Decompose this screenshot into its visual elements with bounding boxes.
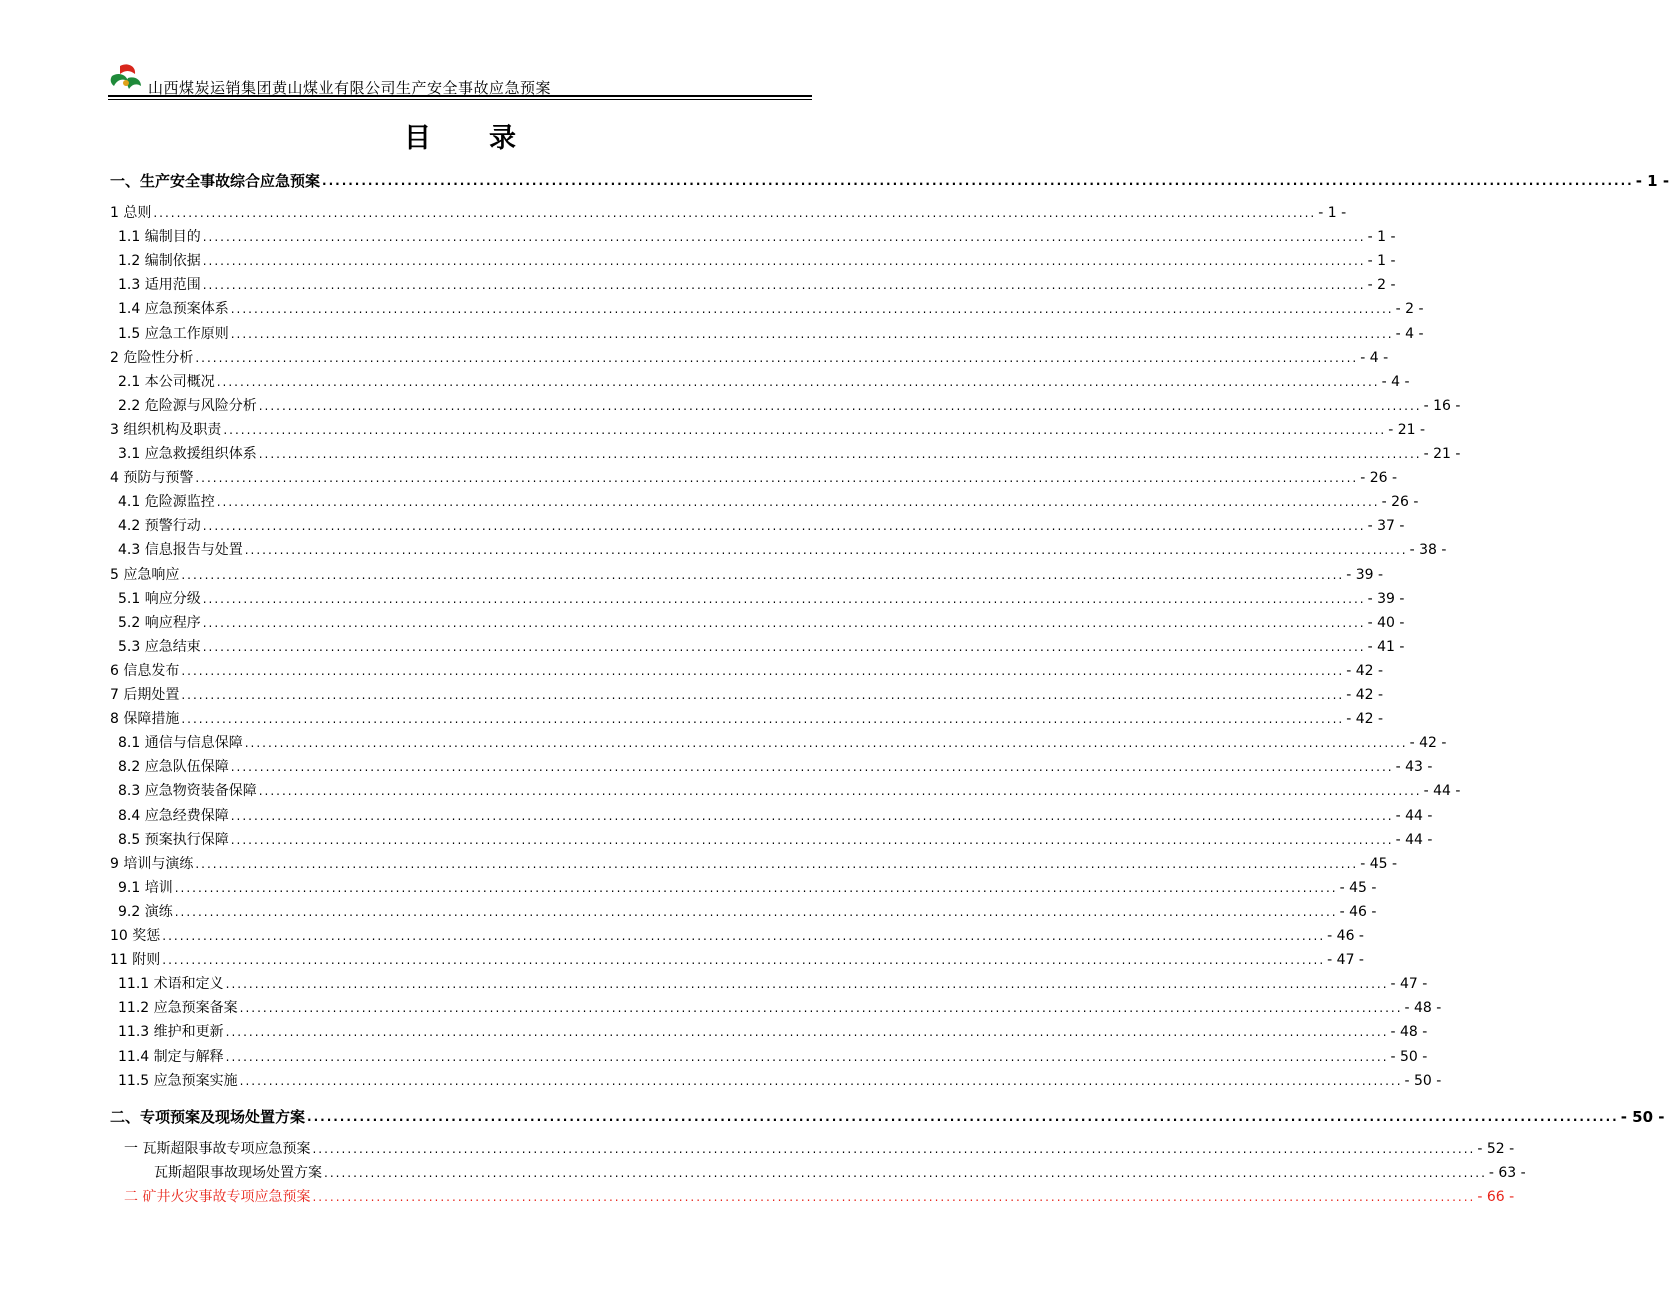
toc-entry[interactable] xyxy=(110,1044,1428,1066)
toc-entry-page-number: - 1 - xyxy=(1367,253,1396,270)
toc-entry-page-number: - 37 - xyxy=(1367,518,1405,535)
page-header xyxy=(108,62,812,100)
toc-entry-page-number: - 46 - xyxy=(1339,903,1377,920)
toc-entry[interactable] xyxy=(110,875,1377,897)
toc-entry-page-number: - 16 - xyxy=(1423,397,1461,414)
toc-entry[interactable] xyxy=(110,586,1405,608)
toc-entry-label: 6 信息发布 xyxy=(110,662,180,679)
toc-entry-label: 3 组织机构及职责 xyxy=(110,421,222,438)
toc-entry[interactable] xyxy=(110,272,1396,294)
toc-entry-label: 8 保障措施 xyxy=(110,711,180,728)
toc-entry-page-number: - 42 - xyxy=(1346,662,1384,679)
toc-dot-leader: ........................................................................................................................................................................................................ xyxy=(225,1049,1389,1064)
toc-entry[interactable] xyxy=(110,1160,1526,1182)
toc-entry[interactable] xyxy=(110,947,1364,969)
toc-dot-leader: ........................................................................................................................................................................................................ xyxy=(195,856,1359,871)
toc-dot-leader: ........................................................................................................................................................................................................ xyxy=(225,977,1389,992)
toc-entry-label: 11.5 应急预案实施 xyxy=(118,1072,238,1089)
toc-entry[interactable] xyxy=(110,778,1461,800)
toc-entry[interactable] xyxy=(110,658,1384,680)
toc-dot-leader: ........................................................................................................................................................................................................ xyxy=(216,374,1380,389)
toc-dot-leader: ........................................................................................................................................................................................................ xyxy=(181,567,1345,582)
header-title: 山西煤炭运销集团黄山煤业有限公司生产安全事故应急预案 xyxy=(148,79,552,97)
toc-entry-label: 10 奖惩 xyxy=(110,928,161,944)
toc-dot-leader: ........................................................................................................................................................................................................ xyxy=(258,398,1422,413)
toc-dot-leader: ........................................................................................................................................................................................................ xyxy=(202,519,1366,534)
toc-entry[interactable] xyxy=(110,682,1384,704)
toc-dot-leader: ........................................................................................................................................................................................................ xyxy=(181,712,1345,727)
toc-entry-label: 3.1 应急救援组织体系 xyxy=(118,446,257,462)
toc-entry-page-number: - 41 - xyxy=(1367,638,1405,655)
toc-entry-page-number: - 1 - xyxy=(1367,229,1396,246)
toc-entry-label: 1.1 编制目的 xyxy=(118,229,201,246)
toc-entry[interactable] xyxy=(110,1136,1515,1158)
toc-dot-leader: ........................................................................................................................................................................................................ xyxy=(322,174,1634,188)
toc-entry[interactable] xyxy=(110,537,1447,559)
toc-entry-label: 9.2 演练 xyxy=(118,903,173,920)
toc-dot-leader: ........................................................................................................................................................................................................ xyxy=(202,639,1366,654)
toc-entry[interactable] xyxy=(110,296,1424,318)
toc-entry-page-number: - 2 - xyxy=(1367,277,1396,294)
toc-entry-label: 1.2 编制依据 xyxy=(118,253,201,270)
toc-dot-leader: ........................................................................................................................................................................................................ xyxy=(216,495,1380,510)
toc-entry-label: 8.3 应急物资装备保障 xyxy=(118,783,257,800)
toc-dot-leader: ........................................................................................................................................................................................................ xyxy=(225,1025,1389,1040)
toc-entry-label: 11.1 术语和定义 xyxy=(118,976,224,993)
toc-dot-leader: ........................................................................................................................................................................................................ xyxy=(230,760,1394,775)
toc-entry-page-number: - 1 - xyxy=(1318,205,1347,221)
toc-entry-page-number: - 45 - xyxy=(1360,855,1398,872)
toc-dot-leader: ........................................................................................................................................................................................................ xyxy=(312,1190,1476,1204)
toc-entry-page-number: - 21 - xyxy=(1423,446,1461,462)
toc-entry-page-number: - 4 - xyxy=(1381,373,1410,390)
toc-entry-page-number: - 42 - xyxy=(1346,711,1384,728)
toc-entry[interactable] xyxy=(110,417,1426,439)
toc-dot-leader: ........................................................................................................................................................................................................ xyxy=(181,688,1345,702)
toc-entry-label: 2.2 危险源与风险分析 xyxy=(118,397,257,414)
toc-dot-leader: ........................................................................................................................................................................................................ xyxy=(239,1073,1403,1088)
toc-entry-page-number: - 47 - xyxy=(1390,976,1428,993)
toc-entry[interactable] xyxy=(110,441,1461,463)
toc-entry[interactable] xyxy=(110,345,1389,367)
toc-entry-page-number: - 26 - xyxy=(1381,494,1419,511)
toc-dot-leader: ........................................................................................................................................................................................................ xyxy=(174,904,1338,919)
toc-dot-leader: ........................................................................................................................................................................................................ xyxy=(307,1110,1619,1124)
toc-entry-label: 5.1 响应分级 xyxy=(118,590,201,607)
toc-dot-leader: ........................................................................................................................................................................................................ xyxy=(202,254,1366,269)
toc-dot-leader: ........................................................................................................................................................................................................ xyxy=(195,471,1359,486)
toc-entry-label: 8.2 应急队伍保障 xyxy=(118,759,229,776)
toc-dot-leader: ........................................................................................................................................................................................................ xyxy=(202,230,1366,245)
header-rule-thick xyxy=(108,95,812,97)
toc-entry-page-number: - 46 - xyxy=(1327,928,1364,944)
toc-entry[interactable] xyxy=(110,706,1384,728)
toc-entry-page-number: - 45 - xyxy=(1339,879,1377,896)
toc-entry[interactable] xyxy=(110,995,1442,1017)
toc-entry[interactable] xyxy=(110,923,1364,945)
toc-entry[interactable] xyxy=(110,168,1669,190)
toc-entry[interactable] xyxy=(110,465,1398,487)
toc-entry-label: 二 矿井火灾事故专项应急预案 xyxy=(124,1189,311,1205)
toc-entry-page-number: - 52 - xyxy=(1477,1141,1515,1157)
toc-entry-label: 9.1 培训 xyxy=(118,879,173,896)
toc-entry-label: 11.2 应急预案备案 xyxy=(118,1000,238,1017)
toc-entry-label: 一 瓦斯超限事故专项应急预案 xyxy=(124,1141,311,1157)
toc-dot-leader: ........................................................................................................................................................................................................ xyxy=(195,350,1359,365)
toc-entry-label: 5 应急响应 xyxy=(110,566,180,583)
toc-entry-label: 11.3 维护和更新 xyxy=(118,1024,224,1041)
toc-entry-page-number: - 42 - xyxy=(1409,735,1447,752)
toc-entry-label: 瓦斯超限事故现场处置方案 xyxy=(154,1165,322,1181)
title-char-2: 录 xyxy=(489,123,516,154)
toc-entry-label: 1.4 应急预案体系 xyxy=(118,301,229,318)
header-rule-thin xyxy=(108,99,812,100)
toc-entry-page-number: - 39 - xyxy=(1367,590,1405,607)
toc-entry[interactable] xyxy=(110,393,1461,415)
toc-entry[interactable] xyxy=(110,730,1447,752)
toc-entry-page-number: - 4 - xyxy=(1395,325,1424,342)
toc-entry[interactable] xyxy=(110,610,1405,632)
toc-entry-page-number: - 40 - xyxy=(1367,614,1405,631)
toc-entry[interactable] xyxy=(110,971,1428,993)
toc-entry[interactable] xyxy=(110,1019,1428,1041)
toc-entry-page-number: - 48 - xyxy=(1404,1000,1442,1017)
toc-entry-label: 4.2 预警行动 xyxy=(118,518,201,535)
toc-entry-page-number: - 26 - xyxy=(1360,470,1398,487)
toc-dot-leader: ........................................................................................................................................................................................................ xyxy=(244,736,1408,751)
toc-dot-leader: ........................................................................................................................................................................................................ xyxy=(258,784,1422,799)
toc-entry[interactable] xyxy=(110,1104,1665,1126)
toc-entry-label: 8.1 通信与信息保障 xyxy=(118,735,243,752)
company-logo-icon xyxy=(108,62,144,94)
toc-dot-leader: ........................................................................................................................................................................................................ xyxy=(174,880,1338,895)
toc-entry-label: 一、生产安全事故综合应急预案 xyxy=(110,172,321,190)
toc-entry-label: 二、专项预案及现场处置方案 xyxy=(110,1108,306,1126)
toc-entry-page-number: - 21 - xyxy=(1388,421,1426,438)
toc-entry-page-number: - 50 - xyxy=(1620,1108,1665,1126)
toc-entry-label: 4.1 危险源监控 xyxy=(118,494,215,511)
toc-dot-leader: ........................................................................................................................................................................................................ xyxy=(230,302,1394,317)
toc-entry-label: 8.4 应急经费保障 xyxy=(118,807,229,824)
toc-entry[interactable] xyxy=(110,248,1396,270)
toc-entry-label: 5.3 应急结束 xyxy=(118,638,201,655)
toc-entry-page-number: - 44 - xyxy=(1395,807,1433,824)
toc-entry-label: 1.5 应急工作原则 xyxy=(118,325,229,342)
toc-dot-leader: ........................................................................................................................................................................................................ xyxy=(258,447,1422,461)
toc-entry-label: 11 附则 xyxy=(110,952,161,969)
toc-entry-label: 1 总则 xyxy=(110,205,152,221)
toc-dot-leader: ........................................................................................................................................................................................................ xyxy=(202,615,1366,630)
toc-entry[interactable] xyxy=(110,754,1433,776)
toc-entry-label: 2 危险性分析 xyxy=(110,349,194,366)
toc-entry-page-number: - 1 - xyxy=(1635,172,1669,190)
toc-entry[interactable] xyxy=(110,562,1384,584)
toc-dot-leader: ........................................................................................................................................................................................................ xyxy=(230,808,1394,823)
toc-entry-page-number: - 4 - xyxy=(1360,349,1389,366)
toc-dot-leader: ........................................................................................................................................................................................................ xyxy=(239,1001,1403,1016)
toc-entry-label: 2.1 本公司概况 xyxy=(118,373,215,390)
toc-entry[interactable] xyxy=(110,851,1398,873)
toc-entry-label: 9 培训与演练 xyxy=(110,855,194,872)
toc-entry[interactable] xyxy=(110,224,1396,246)
toc-entry[interactable] xyxy=(110,489,1419,511)
toc-entry[interactable] xyxy=(110,899,1377,921)
toc-dot-leader: ........................................................................................................................................................................................................ xyxy=(181,663,1345,678)
toc-dot-leader: ........................................................................................................................................................................................................ xyxy=(230,326,1394,341)
toc-dot-leader: ........................................................................................................................................................................................................ xyxy=(153,206,1317,220)
toc-entry-page-number: - 38 - xyxy=(1409,542,1447,559)
toc-entry-page-number: - 50 - xyxy=(1390,1048,1428,1065)
toc-entry-page-number: - 50 - xyxy=(1404,1072,1442,1089)
toc-entry-label: 5.2 响应程序 xyxy=(118,614,201,631)
toc-entry-label: 1.3 适用范围 xyxy=(118,277,201,294)
toc-entry-label: 11.4 制定与解释 xyxy=(118,1048,224,1065)
toc-entry-page-number: - 47 - xyxy=(1327,952,1364,969)
toc-dot-leader: ........................................................................................................................................................................................................ xyxy=(223,422,1387,437)
toc-dot-leader: ........................................................................................................................................................................................................ xyxy=(202,278,1366,293)
toc-entry-page-number: - 63 - xyxy=(1488,1165,1526,1181)
toc-entry[interactable] xyxy=(110,803,1433,825)
toc-entry[interactable] xyxy=(110,200,1347,222)
toc-entry-page-number: - 44 - xyxy=(1423,783,1461,800)
toc-entry[interactable] xyxy=(110,513,1405,535)
toc-entry[interactable] xyxy=(110,634,1405,656)
toc-entry-label: 8.5 预案执行保障 xyxy=(118,831,229,848)
toc-entry[interactable] xyxy=(110,1184,1515,1206)
toc-dot-leader: ........................................................................................................................................................................................................ xyxy=(162,929,1326,943)
toc-entry-page-number: - 43 - xyxy=(1395,759,1433,776)
toc-entry-page-number: - 44 - xyxy=(1395,831,1433,848)
toc-entry-page-number: - 48 - xyxy=(1390,1024,1428,1041)
toc-entry[interactable] xyxy=(110,827,1433,849)
toc-dot-leader: ........................................................................................................................................................................................................ xyxy=(162,953,1326,968)
toc-dot-leader: ........................................................................................................................................................................................................ xyxy=(312,1142,1476,1156)
toc-dot-leader: ........................................................................................................................................................................................................ xyxy=(230,832,1394,847)
toc-entry-page-number: - 2 - xyxy=(1395,301,1424,318)
toc-dot-leader: ........................................................................................................................................................................................................ xyxy=(324,1166,1487,1180)
toc-dot-leader: ........................................................................................................................................................................................................ xyxy=(202,591,1366,606)
page-title xyxy=(0,116,920,155)
title-char-1: 目 xyxy=(404,123,431,154)
toc-entry-page-number: - 42 - xyxy=(1346,687,1384,703)
toc-entry[interactable] xyxy=(110,321,1424,343)
toc-entry-page-number: - 39 - xyxy=(1346,566,1384,583)
toc-entry-label: 4.3 信息报告与处置 xyxy=(118,542,243,559)
toc-entry-page-number: - 66 - xyxy=(1477,1189,1515,1205)
toc-dot-leader: ........................................................................................................................................................................................................ xyxy=(244,543,1408,558)
toc-entry[interactable] xyxy=(110,369,1410,391)
toc-entry[interactable] xyxy=(110,1068,1442,1090)
toc-entry-label: 4 预防与预警 xyxy=(110,470,194,487)
toc-entry-label: 7 后期处置 xyxy=(110,687,180,703)
